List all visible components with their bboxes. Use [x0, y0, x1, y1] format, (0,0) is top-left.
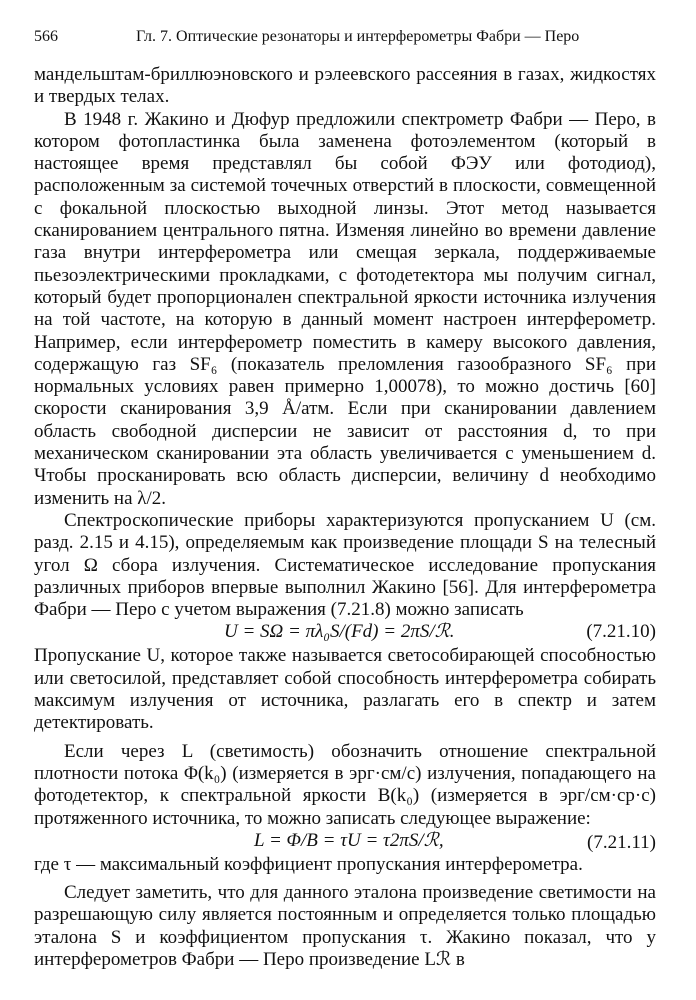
chapter-title: Гл. 7. Оптические резонаторы и интерферометры Фабри — Перо [136, 28, 580, 45]
equation-expression: U = SΩ = πλ₀S/(Fd) = 2πS/ℛ. [224, 621, 455, 643]
equation-7-21-11 [34, 830, 656, 854]
paragraph: В 1948 г. Жакино и Дюфур предложили спектрометр Фабри — Перо, в котором фотопластинка была заменена фотоэлементом (который в настоящее время представлял бы собой ФЭУ или фотодиод), расположенным за системой точечных отверстий в плоскости, совмещенной с фокальной плоскостью выходной линзы. Этот метод называется сканированием центрального пятна. Изменяя линейно во времени давление газа внутри интерферометра или смещая зеркала, поддерживаемые пьезоэлектрическими прокладками, с фотодетектора мы получим сигнал, который будет пропорционален спектральной яркости источника излучения на той частоте, на которую в данный момент настроен интерферометр. Например, если интерферометр поместить в камеру высокого давления, содержащую газ SF₆ (показатель преломления газообразного SF₆ при нормальных условиях равен примерно 1,00078), то можно достичь [60] скорости сканирования 3,9 Å/атм. Если при сканировании давлением область свободной дисперсии не зависит от расстояния d, то при механическом сканировании эта область увеличивается с уменьшением d. Чтобы просканировать всю область дисперсии, величину d необходимо изменить на λ/2. [34, 108, 656, 509]
paragraph: Спектроскопические приборы характеризуются пропусканием U (см. разд. 2.15 и 4.15), определяемым как произведение площади S на телесный угол Ω сбора излучения. Систематическое исследование пропускания различных приборов впервые выполнил Жакино [56]. Для интерферометра Фабри — Перо с учетом выражения (7.21.8) можно записать [34, 509, 656, 621]
page-number: 566 [34, 28, 58, 45]
equation-number: (7.21.10) [586, 621, 656, 643]
paragraph: Следует заметить, что для данного эталона произведение светимости на разрешающую силу является постоянным и определяется только площадью эталона S и коэффициентом пропускания τ. Жакино показал, что у интерферометров Фабри — Перо произведение Lℛ в [34, 882, 656, 970]
paragraph: где τ — максимальный коэффициент пропускания интерферометра. [34, 853, 583, 875]
body-text [34, 64, 656, 971]
running-head [34, 26, 656, 48]
equation-expression: L = Φ/B = τU = τ2πS/ℛ, [254, 829, 444, 851]
paragraph: Если через L (светимость) обозначить отношение спектральной плотности потока Φ(k₀) (измеряется в эрг·см/с) излучения, попадающего на фотодетектор, к спектральной яркости B(k₀) (измеряется в эрг/см·ср·с) протяженного источника, то можно записать следующее выражение: [34, 740, 656, 829]
equation-number: (7.21.11) [587, 831, 656, 853]
paragraph: Пропускание U, которое также называется светособирающей способностью или светосилой, представляет собой способность интерферометра собирать максимум излучения от источника, разлагать его в спектр и затем детектировать. [34, 645, 656, 734]
equation-7-21-10 [34, 621, 656, 645]
paragraph: мандельштам-бриллюэновского и рэлеевского рассеяния в газах, жидкостях и твердых телах. [34, 64, 656, 108]
